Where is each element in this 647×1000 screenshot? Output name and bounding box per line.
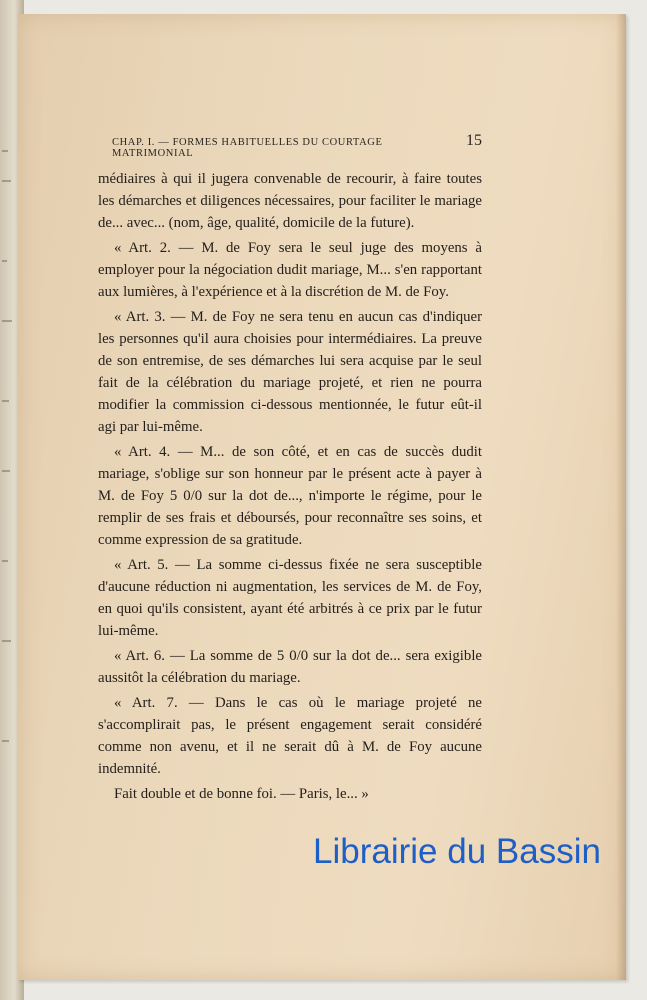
chapter-title: CHAP. I. — FORMES HABITUELLES DU COURTAGE MATRIMONIAL — [112, 137, 383, 159]
page-number: 15 — [466, 132, 482, 149]
page-edge-shadow — [616, 14, 626, 980]
body-text — [98, 168, 482, 808]
paragraph-closing: Fait double et de bonne foi. — Paris, le... » — [114, 786, 369, 802]
paragraph-art-6: « Art. 6. — La somme de 5 0/0 sur la dot de... sera exigible aussitôt la célébration du mariage. — [98, 648, 482, 686]
paragraph-continuation: médiaires à qui il jugera convenable de recourir, à faire toutes les démarches et diligences nécessaires, pour faciliter le mariage de... avec... (nom, âge, qualité, domicile de la future). — [98, 171, 482, 231]
paragraph-art-5: « Art. 5. — La somme ci-dessus fixée ne sera susceptible d'aucune réduction ni augmentation, les services de M. de Foy, en quoi qu'ils consistent, ayant été arbitrés à ce prix par le futur lui-même. — [98, 557, 482, 639]
bleed-through-marks — [2, 140, 16, 800]
running-head — [112, 132, 482, 159]
paragraph-art-4: « Art. 4. — M... de son côté, et en cas de succès dudit mariage, s'oblige sur son honneur par le présent acte à payer à M. de Foy 5 0/0 sur la dot de..., n'importe le régime, pour le remplir de ses frais et déboursés, pour reconnaître ses soins, et comme expression de sa gratitude. — [98, 444, 482, 548]
watermark-text: Librairie du Bassin — [313, 832, 601, 871]
paragraph-art-3: « Art. 3. — M. de Foy ne sera tenu en aucun cas d'indiquer les personnes qu'il aura choisies pour intermédiaires. La preuve de son entremise, de ses démarches lui sera acquise par le seul fait de la célébration du mariage projeté, et rien ne pourra modifier la commission ci-dessous mentionnée, le futur eût-il agi par lui-même. — [98, 309, 482, 435]
paragraph-art-2: « Art. 2. — M. de Foy sera le seul juge des moyens à employer pour la négociation dudit mariage, M... s'en rapportant aux lumières, à l'expérience et à la discrétion de M. de Foy. — [98, 240, 482, 300]
paragraph-art-7: « Art. 7. — Dans le cas où le mariage projeté ne s'accomplirait pas, le présent engagement serait considéré comme non avenu, et il ne serait dû à M. de Foy aucune indemnité. — [98, 695, 482, 777]
